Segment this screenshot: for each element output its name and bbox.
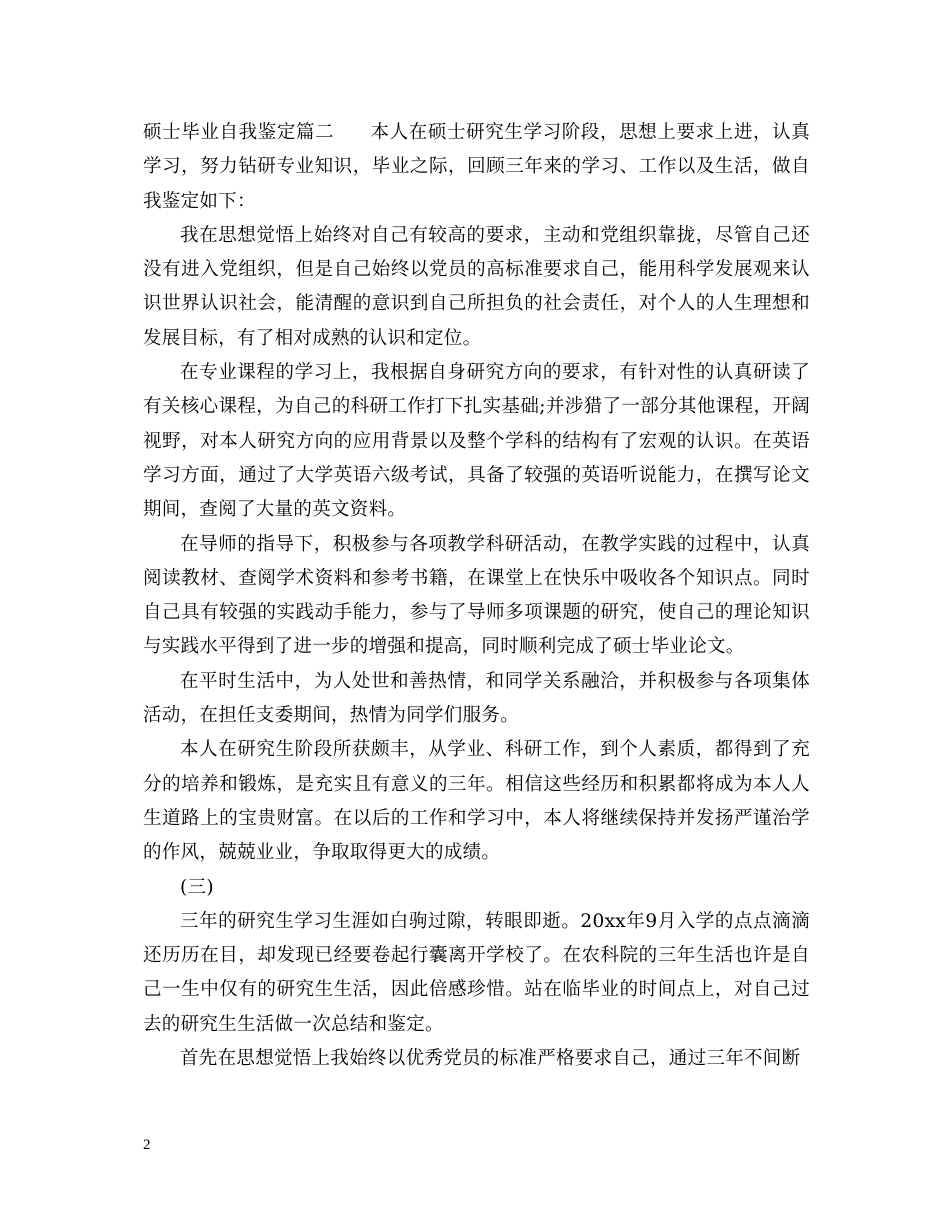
paragraph-party-standard: 首先在思想觉悟上我始终以优秀党员的标准严格要求自己，通过三年不间断 (180, 1048, 801, 1070)
document-page (143, 116, 810, 1076)
section-heading: 硕士毕业自我鉴定篇二 (143, 122, 335, 143)
intro-text: 本人在硕士研究生学习阶段，思想上要求上进，认真学习，努力钻研专业知识，毕业之际，回顾三年来的学习、工作以及生活，做自我鉴定如下： (143, 122, 810, 212)
section-number: (三) (180, 876, 214, 898)
paragraph-coursework: 在专业课程的学习上，我根据自身研究方向的要求，有针对性的认真研读了有关核心课程，为自己的科研工作打下扎实基础;并涉猎了一部分其他课程，开阔视野，对本人研究方向的应用背景以及整个学科的结构有了宏观的认识。在英语学习方面，通过了大学英语六级考试，具备了较强的英语听说能力，在撰写论文期间，查阅了大量的英文资料。 (143, 362, 810, 521)
intro-paragraph (143, 116, 810, 219)
paragraph-daily-life: 在平时生活中，为人处世和善热情，和同学关系融洽，并积极参与各项集体活动，在担任支委期间，热情为同学们服务。 (143, 670, 810, 727)
paragraph-ideology: 我在思想觉悟上始终对自己有较高的要求，主动和党组织靠拢，尽管自己还没有进入党组织，但是自己始终以党员的高标准要求自己，能用科学发展观来认识世界认识社会，能清醒的意识到自己所担负的社会责任，对个人的人生理想和发展目标，有了相对成熟的认识和定位。 (143, 224, 810, 349)
paragraph-three-years: 三年的研究生学习生涯如白驹过隙，转眼即逝。20xx年9月入学的点点滴滴还历历在目，却发现已经要卷起行囊离开学校了。在农科院的三年生活也许是自己一生中仅有的研究生生活，因此倍感珍惜。站在临毕业的时间点上，对自己过去的研究生生活做一次总结和鉴定。 (143, 910, 810, 1035)
page-number: 2 (143, 1137, 151, 1153)
paragraph-research: 在导师的指导下，积极参与各项教学科研活动，在教学实践的过程中，认真阅读教材、查阅学术资料和参考书籍，在课堂上在快乐中吸收各个知识点。同时自己具有较强的实践动手能力，参与了导师多项课题的研究，使自己的理论知识与实践水平得到了进一步的增强和提高，同时顺利完成了硕士毕业论文。 (143, 533, 810, 658)
paragraph-summary: 本人在研究生阶段所获颇丰，从学业、科研工作，到个人素质，都得到了充分的培养和锻炼，是充实且有意义的三年。相信这些经历和积累都将成为本人人生道路上的宝贵财富。在以后的工作和学习中，本人将继续保持并发扬严谨治学的作风，兢兢业业，争取取得更大的成绩。 (143, 739, 810, 864)
